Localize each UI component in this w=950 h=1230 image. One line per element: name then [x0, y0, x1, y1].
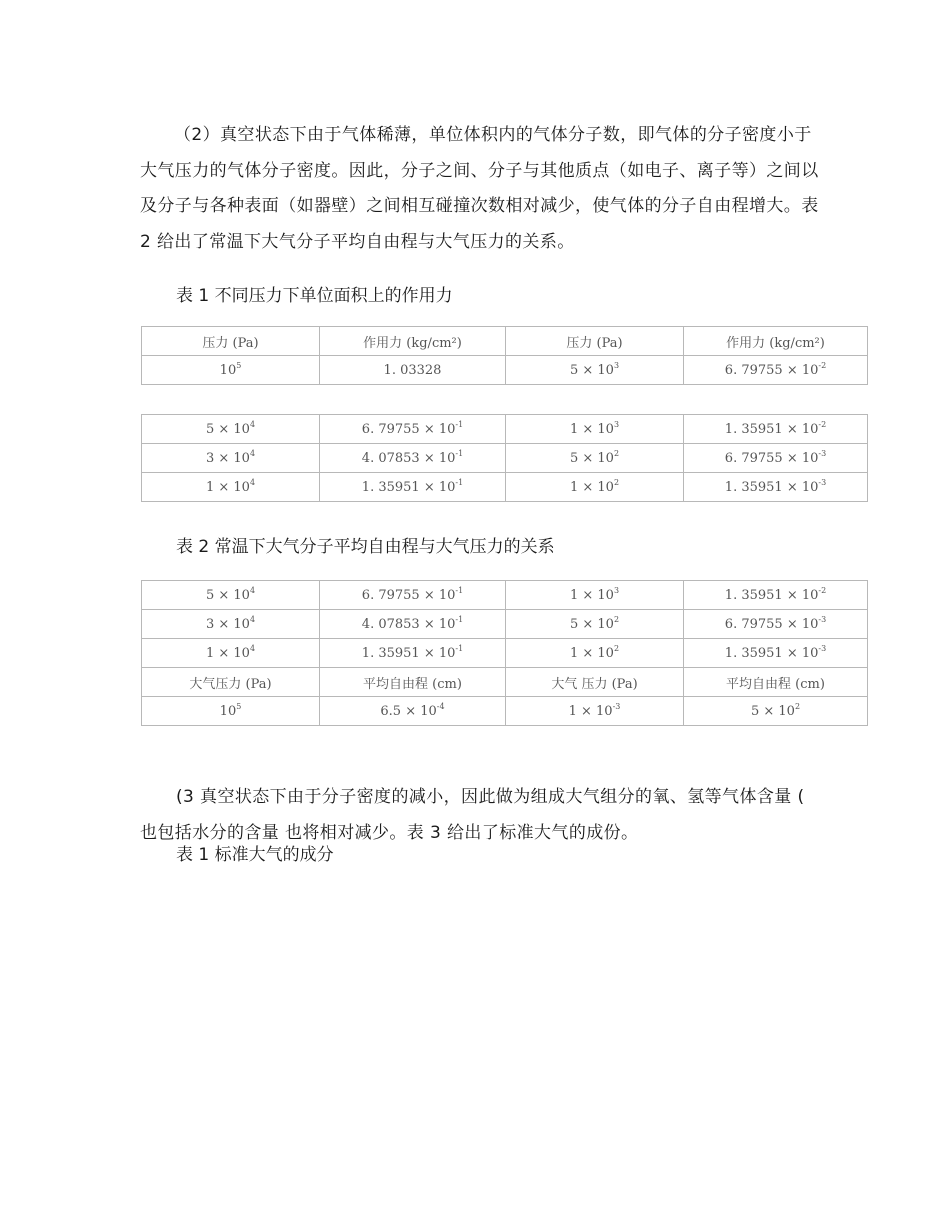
table-cell: 6. $79755 \times 10^{-2}$ [684, 356, 868, 385]
table-row [142, 610, 868, 639]
table-cell: 1. $35951 \times 10^{-2}$ [684, 581, 868, 610]
table-row [142, 444, 868, 473]
table-cell: $3 \times 10^4$ [142, 444, 320, 473]
force-table [141, 326, 868, 385]
table-cell: $3 \times 10^4$ [142, 610, 320, 639]
table-cell: $1 \times 10^4$ [142, 639, 320, 668]
table-cell: $1 \times 10^2$ [506, 473, 684, 502]
table-header-row [142, 668, 868, 697]
table-header-cell: 平均自由程 (cm) [320, 668, 506, 697]
table-cell: $1 \times 10^3$ [506, 415, 684, 444]
table-cell: 1. $35951 \times 10^{-1}$ [320, 473, 506, 502]
table-cell: 1. $35951 \times 10^{-1}$ [320, 639, 506, 668]
table-row [142, 473, 868, 502]
table-cell: $5 \times 10^2$ [684, 697, 868, 726]
table-header-cell: 压力 (Pa) [506, 327, 684, 356]
table-cell: $1 \times 10^4$ [142, 473, 320, 502]
table-header-cell: 作用力 (kg/cm²) [320, 327, 506, 356]
paragraph-composition-text: (3 真空状态下由于分子密度的减小，因此做为组成大气组分的氧、氢等气体含量 ( 也包括水分的含量 也将相对减少。表 3 给出了标准大气的成份。 [140, 787, 805, 843]
table-cell: $5 \times 10^4$ [142, 415, 320, 444]
table-cell: $5 \times 10^2$ [506, 610, 684, 639]
table-header-cell: 大气压力 (Pa) [142, 668, 320, 697]
table-cell: $10^5$ [142, 697, 320, 726]
table2-caption: 表 2 常温下大气分子平均自由程与大气压力的关系 [176, 537, 555, 557]
table-cell: 6. $79755 \times 10^{-3}$ [684, 610, 868, 639]
table-cell: 4. $07853 \times 10^{-1}$ [320, 444, 506, 473]
table-cell: 4. $07853 \times 10^{-1}$ [320, 610, 506, 639]
table1-caption: 表 1 不同压力下单位面积上的作用力 [176, 286, 453, 306]
table-header-cell: 压力 (Pa) [142, 327, 320, 356]
table-cell: 6. $79755 \times 10^{-1}$ [320, 581, 506, 610]
table-header-cell: 平均自由程 (cm) [684, 668, 868, 697]
free-path-table [141, 580, 868, 726]
table-cell: $5 \times 10^2$ [506, 444, 684, 473]
table-cell: $1 \times 10^{-3}$ [506, 697, 684, 726]
table-row [142, 697, 868, 726]
table-cell: $1 \times 10^2$ [506, 639, 684, 668]
table-row [142, 356, 868, 385]
table-cell: 1. $35951 \times 10^{-3}$ [684, 473, 868, 502]
table-cell: 1. $35951 \times 10^{-3}$ [684, 639, 868, 668]
table-row [142, 581, 868, 610]
table3-caption: 表 1 标准大气的成分 [176, 845, 334, 865]
force-table-continued [141, 414, 868, 502]
table-cell: $1 \times 10^3$ [506, 581, 684, 610]
table-cell: $5 \times 10^4$ [142, 581, 320, 610]
table-cell: 6. $79755 \times 10^{-3}$ [684, 444, 868, 473]
table-cell: 1. $35951 \times 10^{-2}$ [684, 415, 868, 444]
table-header-row [142, 327, 868, 356]
table-header-cell: 作用力 (kg/cm²) [684, 327, 868, 356]
table-cell: $6.5 \times 10^{-4}$ [320, 697, 506, 726]
paragraph-free-path: （2）真空状态下由于气体稀薄，单位体积内的气体分子数，即气体的分子密度小于大气压力的气体分子密度。因此，分子之间、分子与其他质点（如电子、离子等）之间以及分子与各种表面（如器壁）之间相互碰撞次数相对减少，使气体的分子自由程增大。表 2 给出了常温下大气分子平均自由程与大气压力的关系。 [140, 125, 819, 252]
table-cell: $10^5$ [142, 356, 320, 385]
table-cell: $5 \times 10^3$ [506, 356, 684, 385]
paragraph-composition [140, 780, 805, 851]
table-cell: 1. 03328 [320, 356, 506, 385]
table-cell: 6. $79755 \times 10^{-1}$ [320, 415, 506, 444]
table-row [142, 639, 868, 668]
table-header-cell: 大气 压力 (Pa) [506, 668, 684, 697]
table-row [142, 415, 868, 444]
